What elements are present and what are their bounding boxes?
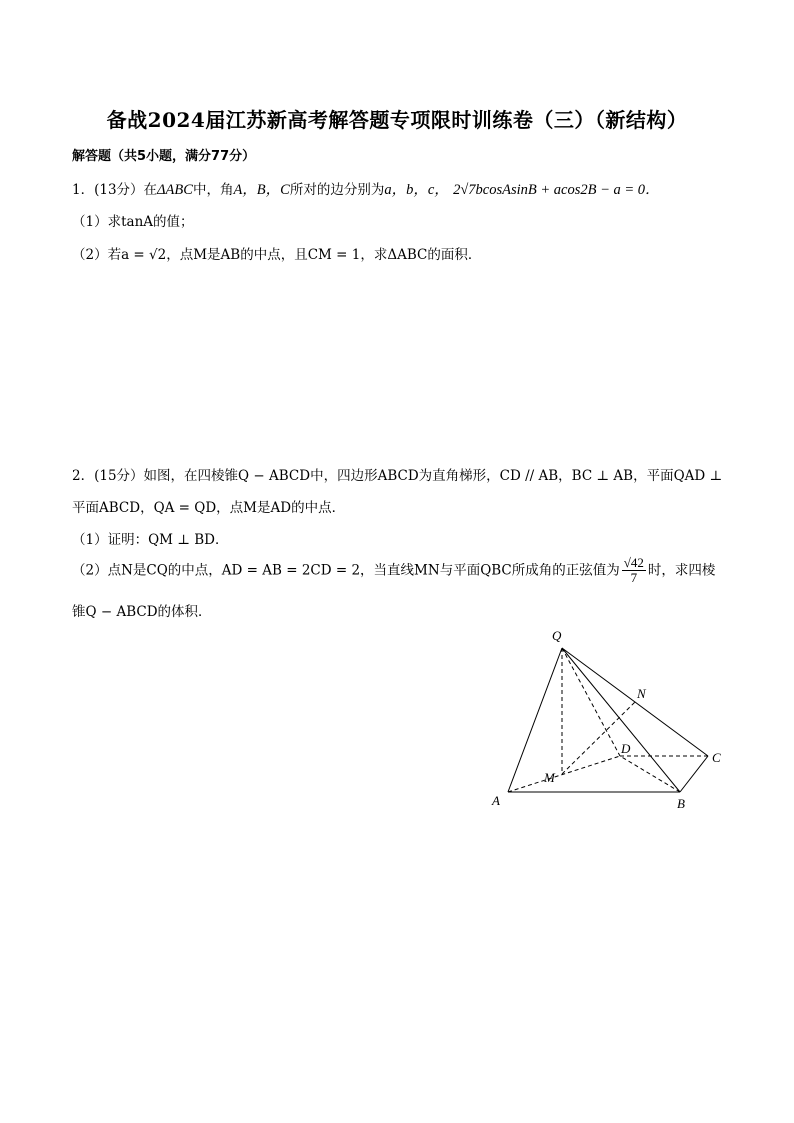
label-A: A: [492, 793, 500, 808]
label-N: N: [637, 686, 646, 701]
sine-value-fraction: [622, 556, 646, 586]
problem1-mid2: 所对的边分别为: [289, 182, 385, 198]
label-C: C: [712, 750, 721, 765]
fraction-numerator: √42: [623, 555, 644, 570]
problem1-part2: （2）若a = √2，点M是AB的中点，且CM = 1，求ΔABC的面积．: [72, 247, 482, 263]
edge-QD: [562, 648, 620, 756]
problem2-part2-prefix: （2）点N是CQ的中点，AD = AB = 2CD = 2，当直线MN与平面QBC所成角的正弦值为: [72, 562, 620, 579]
problem1-part1: （1）求tanA的值；: [72, 214, 194, 230]
label-D: D: [621, 741, 631, 756]
edge-BD: [620, 756, 680, 792]
problem2-part1: （1）证明：QM ⊥ BD．: [72, 532, 229, 548]
problem2-part2-line2: 锥Q − ABCD的体积．: [72, 604, 212, 620]
edge-QB: [562, 648, 680, 792]
problem2-line2: 平面ABCD，QA = QD，点M是AD的中点．: [72, 500, 346, 516]
problem1-statement: [72, 178, 660, 199]
label-Q: Q: [552, 628, 562, 643]
edge-QC: [562, 648, 708, 756]
label-M: M: [544, 770, 555, 785]
problem1-prefix: 1．(13分）在: [72, 182, 158, 198]
page-title: 备战2024届江苏新高考解答题专项限时训练卷（三）（新结构）: [106, 108, 688, 132]
pyramid-figure: [480, 620, 740, 820]
problem2-part2: [72, 556, 715, 586]
problem2-line1: 2．(15分）如图，在四棱锥Q − ABCD中，四边形ABCD为直角梯形，CD // AB，BC ⊥ AB，平面QAD ⊥: [72, 468, 723, 484]
problem1-equation: 2√7bcosAsinB + acos2B − a = 0．: [453, 182, 660, 198]
problem1-mid: 中，角: [192, 182, 234, 198]
problem1-triangle: ΔABC: [157, 182, 193, 198]
section-heading: 解答题（共5小题，满分77分）: [72, 149, 256, 164]
edge-AD: [508, 756, 620, 792]
fraction-denominator: 7: [630, 570, 638, 586]
problem1-sides: a，b，c，: [384, 182, 449, 198]
edge-BC: [680, 756, 708, 792]
problem2-part2-suffix: 时，求四棱: [647, 562, 716, 579]
problem1-angles: A，B，C: [233, 182, 290, 198]
label-B: B: [677, 796, 685, 811]
